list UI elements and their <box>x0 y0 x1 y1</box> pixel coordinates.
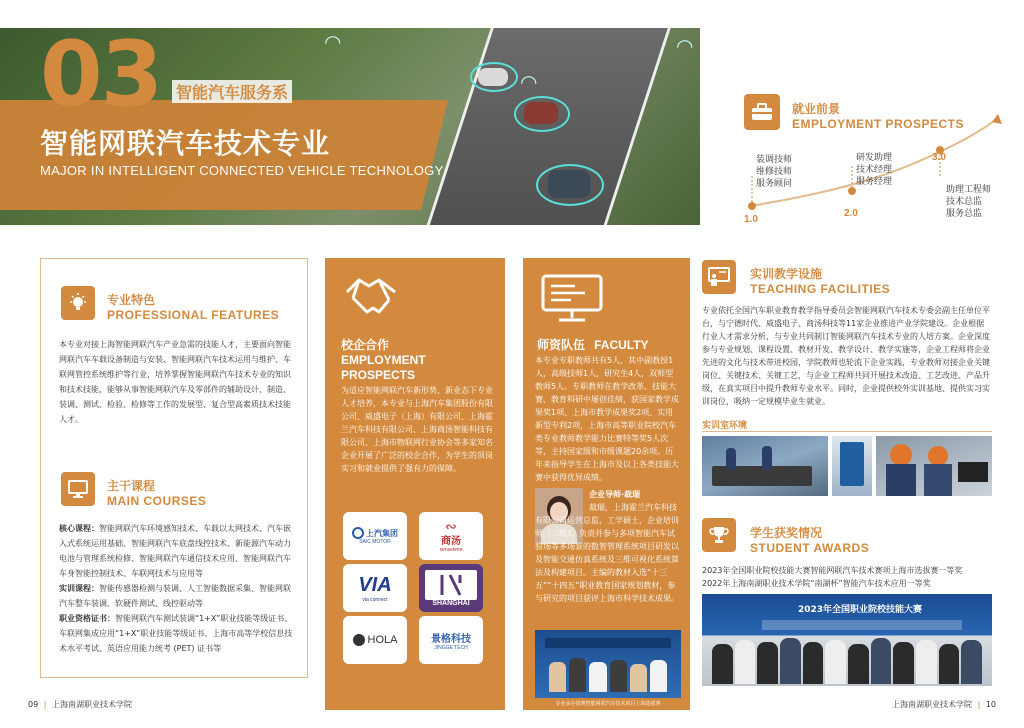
partner-logo-shanghai: SHANGHAI <box>419 564 483 612</box>
courses-body <box>59 521 295 656</box>
awards-heading <box>750 524 869 555</box>
presentation-board-icon <box>541 274 603 322</box>
section-title-cn: 师资队伍 <box>537 338 586 352</box>
training-courses-label: 实训课程： <box>59 584 99 593</box>
cooperation-body: 为适应智能网联汽车新形势、新业态下专业人才培养，本专业与上海汽车集团股份有限公司、威盛电子（上海）有限公司、上海霍兰汽车科技有限公司、上海商汤智能科技有限公司、上海市物联网行业协会等多家知名企业开展了广泛的校企合作，为学生的顶岗实习和就业提供了强有力的保障。 <box>341 386 493 473</box>
footer-right: 上海南湖职业技术学院 | 10 <box>892 700 996 709</box>
faculty-card <box>523 258 690 710</box>
lab-photo-2 <box>832 436 872 496</box>
section-title-en: MAIN COURSES <box>107 494 207 508</box>
signal-ring <box>536 164 604 206</box>
lab-photo-3 <box>876 436 992 496</box>
page-number: 10 <box>985 700 996 709</box>
cooperation-card <box>325 258 505 710</box>
section-title-en: PROSPECTS <box>341 368 416 382</box>
lightbulb-icon <box>61 286 95 320</box>
job-list: 助理工程师 技术总监 服务总监 <box>946 185 992 219</box>
competition-photo <box>535 630 681 698</box>
job-list: 装调技师 维修技师 服务顾问 <box>756 155 793 189</box>
facilities-heading <box>750 265 890 296</box>
partner-logo-via: VIA via connect <box>343 564 407 612</box>
faculty-heading <box>537 334 649 353</box>
page-title: 智能网联汽车技术专业 <box>40 127 331 160</box>
award-item: 2023年全国职业院校技能大赛智能网联汽车技术赛项上海市选拔赛一等奖 <box>702 566 963 575</box>
faculty-body: 本专业专职教师共有5人，其中副教授1人，高级技师1人，研究生4人，双师型教师5人。专职教师在教学改革、技能大赛、教育科研中屡创佳绩，获国家教学成果奖1项、上海市教学成果奖2项、实用新型专利2项，上海市高等职业院校汽车类专业教师教学能力比赛特等奖5人次等，主持国家级和市级课题20余项。历年来指导学生在上海市及以上各类技能大赛中获得优异成绩。 <box>535 356 679 482</box>
trophy-icon <box>702 518 736 552</box>
core-courses-text: 智能网联汽车环境感知技术、车载以太网技术、汽车嵌入式系统运用基础、智能网联汽车底盘线控技术、新能源汽车动力电池与管理系统检修、智能网联汽车通信技术应用、智能网联汽车车身智能控制技术、车联网技术与应用等 <box>59 524 291 578</box>
department-label: 智能汽车服务系 <box>172 80 292 103</box>
cooperation-heading <box>341 336 426 383</box>
award-item: 2022年上海南湖职业技术学院“南湖杯”智能汽车技术应用一等奖 <box>702 579 931 588</box>
lab-label-underline <box>702 431 992 432</box>
footer-left: 09 | 上海南湖职业技术学院 <box>28 700 132 709</box>
competition-photo-caption: 专业承办国赛智能网联汽车技术项目上海选拔赛 <box>555 701 661 707</box>
section-title-cn: 学生获奖情况 <box>750 526 823 540</box>
level-value: 2.0 <box>844 208 858 219</box>
wifi-icon: ◠ <box>324 30 342 54</box>
mentor-body: 裁瑞，上海霍兰汽车科技有限公司运营总监，工学硕士，企业培训师（二级）。负责并参与多项智能汽车试验场等多场景的数智管理系统项目研发以及智能交通仿真系统及三维可视化系统算法及构建项目。主编的教材入选“十三五”“十四五”职业教育国家规划教材，参与研究的项目获评上海市科学技术成果。 <box>535 503 679 603</box>
section-title-en: FACULTY <box>594 338 649 352</box>
features-body: 本专业对接上海智能网联汽车产业急需的技能人才，主要面向智能网联汽车车载设备制造与安装、智能网联汽车技术运用与维护、车联网管控系统维护等行业，培养掌握智能网联汽车技术专业的知识和技术技能，能够从事智能网联汽车及零部件的辅助设计、制造、装调、测试、检验、检修等工作的发展型、复合型高素质技术技能人才。 <box>59 340 291 424</box>
partner-logo-sensetime: ∾ 商汤 sensetime <box>419 512 483 560</box>
awards-group-photo <box>702 594 992 686</box>
section-title-en: PROFESSIONAL FEATURES <box>107 308 280 322</box>
section-title-cn: 主干课程 <box>107 479 156 493</box>
monitor-icon <box>61 472 95 506</box>
section-title-cn: 校企合作 <box>341 338 390 352</box>
classroom-icon <box>702 260 736 294</box>
page-number: 09 <box>28 700 39 709</box>
facilities-body: 专业依托全国汽车职业教育教学指导委员会智能网联汽车技术专委会副主任单位平台，与宁德时代、威盛电子、商汤科技等11家企业推进产业学院建设。企业根据行业人才需求分析，与专业共同制订智能网联汽车技术专业的人培方案。企业深度参与专业规划、课程设置、教材开发、教学设计、教学实施等，企业工程师将企业先进的文化与技术带进校园，学院教师也轮流下企业实践，专业教师对接企业关键岗位、关键技术、关键工艺，与企业工程师共同开展技术改造、工艺改进、产品升级，在真实项目中提升教师专业水平。同时，企业提供校外实训基地、提供实习实训岗位，吸纳一定规模毕业生就业。 <box>702 306 990 406</box>
partner-logo-saic: 上汽集团 SAIC MOTOR <box>343 512 407 560</box>
section-title-en: EMPLOYMENT <box>341 353 426 367</box>
section-number: 03 <box>40 22 162 127</box>
mentor-title: 企业导师·裁瑞 <box>589 490 641 499</box>
wifi-icon: ◠ <box>520 70 538 94</box>
features-courses-card <box>40 258 308 678</box>
signal-ring <box>514 96 570 132</box>
certificates-text: 智能网联汽车测试装调“1+X”职业技能等级证书、车联网集成应用“1+X”职业技能等级证书、上海市高等学校信息技术水平考试、英语应用能力统考 (PET) 证书等 <box>59 614 293 653</box>
section-title-en: EMPLOYMENT PROSPECTS <box>792 117 965 131</box>
page-subtitle: MAJOR IN INTELLIGENT CONNECTED VEHICLE TECHNOLOGY <box>40 163 444 178</box>
courses-heading <box>107 477 206 508</box>
certificates-label: 职业资格证书： <box>59 614 115 623</box>
partner-logo-jingge: 景格科技 JINGGE TECH <box>419 616 483 664</box>
wifi-icon: ◠ <box>676 34 694 58</box>
core-courses-label: 核心课程： <box>59 524 99 533</box>
school-name: 上海南湖职业技术学院 <box>51 700 132 709</box>
awards-banner-text: 2023年全国职业院校技能大赛 <box>798 605 923 615</box>
signal-ring <box>470 62 518 92</box>
job-list: 研发助理 技术经理 服务经理 <box>856 153 893 187</box>
training-courses-text: 智能传感器检测与装调、人工智能数据采集、智能网联汽车整车装调、软硬件测试、线控驱动等 <box>59 584 291 608</box>
section-title-cn: 实训教学设施 <box>750 267 823 281</box>
level-value: 1.0 <box>744 214 758 225</box>
lab-photo-1 <box>702 436 828 496</box>
section-title-cn: 就业前景 <box>792 102 841 116</box>
school-name: 上海南湖职业技术学院 <box>892 700 973 709</box>
section-title-en: TEACHING FACILITIES <box>750 282 891 296</box>
career-growth-chart <box>730 110 1020 230</box>
section-title-cn: 专业特色 <box>107 293 156 307</box>
lab-environment-label: 实训室环境 <box>702 421 748 431</box>
features-heading <box>107 291 279 322</box>
section-title-en: STUDENT AWARDS <box>750 541 870 555</box>
level-value: 3.0 <box>932 152 946 163</box>
handshake-icon <box>343 274 399 320</box>
partner-logo-hola: HOLA <box>343 616 407 664</box>
